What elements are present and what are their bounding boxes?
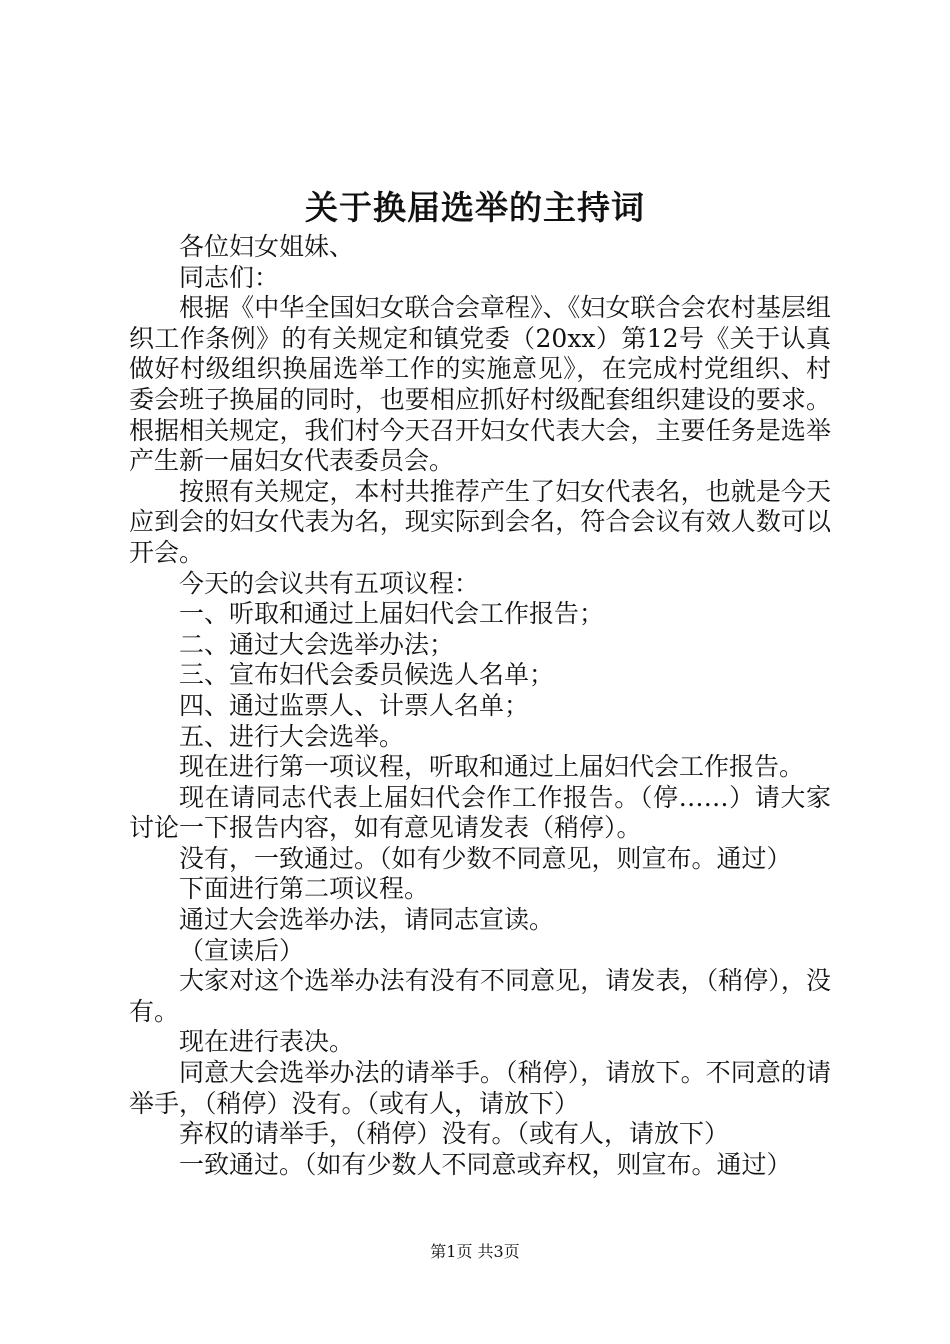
paragraph: 各位妇女姐妹、 <box>179 232 355 261</box>
paragraph: 同意大会选举办法的请举手。（稍停），请放下。不同意的请举手，（稍停）没有。（或有人，请放下） <box>129 1058 831 1118</box>
paragraph: 根据《中华全国妇女联合会章程》、《妇女联合会农村基层组织工作条例》的有关规定和镇党委（20xx）第12号《关于认真做好村级组织换届选举工作的实施意见》，在完成村党组织、村委会班子换届的同时，也要相应抓好村级配套组织建设的要求。根据相关规定，我们村今天召开妇女代表大会，主要任务是选举产生新一届妇女代表委员会。 <box>129 293 831 476</box>
paragraph: 一致通过。（如有少数人不同意或弃权，则宣布。通过） <box>179 1149 792 1179</box>
agenda-item: 二、通过大会选举办法； <box>179 629 455 659</box>
paragraph: 大家对这个选举办法有没有不同意见，请发表，（稍停），没有。 <box>129 966 831 1026</box>
agenda-item: 五、进行大会选举。 <box>179 721 405 751</box>
paragraph: 按照有关规定，本村共推荐产生了妇女代表名，也就是今天应到会的妇女代表为名，现实际到会名，符合会议有效人数可以开会。 <box>129 476 831 567</box>
agenda-item: 一、听取和通过上届妇代会工作报告； <box>179 599 605 629</box>
paragraph: 现在进行表决。 <box>179 1027 355 1057</box>
paragraph: 没有，一致通过。（如有少数不同意见，则宣布。通过） <box>179 843 792 873</box>
page-number: 第1页 共3页 <box>430 1242 520 1261</box>
document-body <box>129 232 831 1180</box>
paragraph: 今天的会议共有五项议程： <box>179 568 480 598</box>
paragraph: 下面进行第二项议程。 <box>179 874 430 904</box>
document-title: 关于换届选举的主持词 <box>305 188 645 227</box>
paragraph: 现在进行第一项议程，听取和通过上届妇代会工作报告。 <box>179 752 805 782</box>
agenda-item: 三、宣布妇代会委员候选人名单； <box>179 660 555 690</box>
paragraph: 同志们： <box>179 262 280 292</box>
paragraph: 弃权的请举手，（稍停）没有。（或有人，请放下） <box>179 1119 730 1149</box>
paragraph: （宣读后） <box>179 935 305 965</box>
paragraph: 现在请同志代表上届妇代会作工作报告。（停……）请大家讨论一下报告内容，如有意见请发表（稍停）。 <box>129 782 831 843</box>
agenda-item: 四、通过监票人、计票人名单； <box>179 690 530 720</box>
paragraph: 通过大会选举办法，请同志宣读。 <box>179 905 555 935</box>
